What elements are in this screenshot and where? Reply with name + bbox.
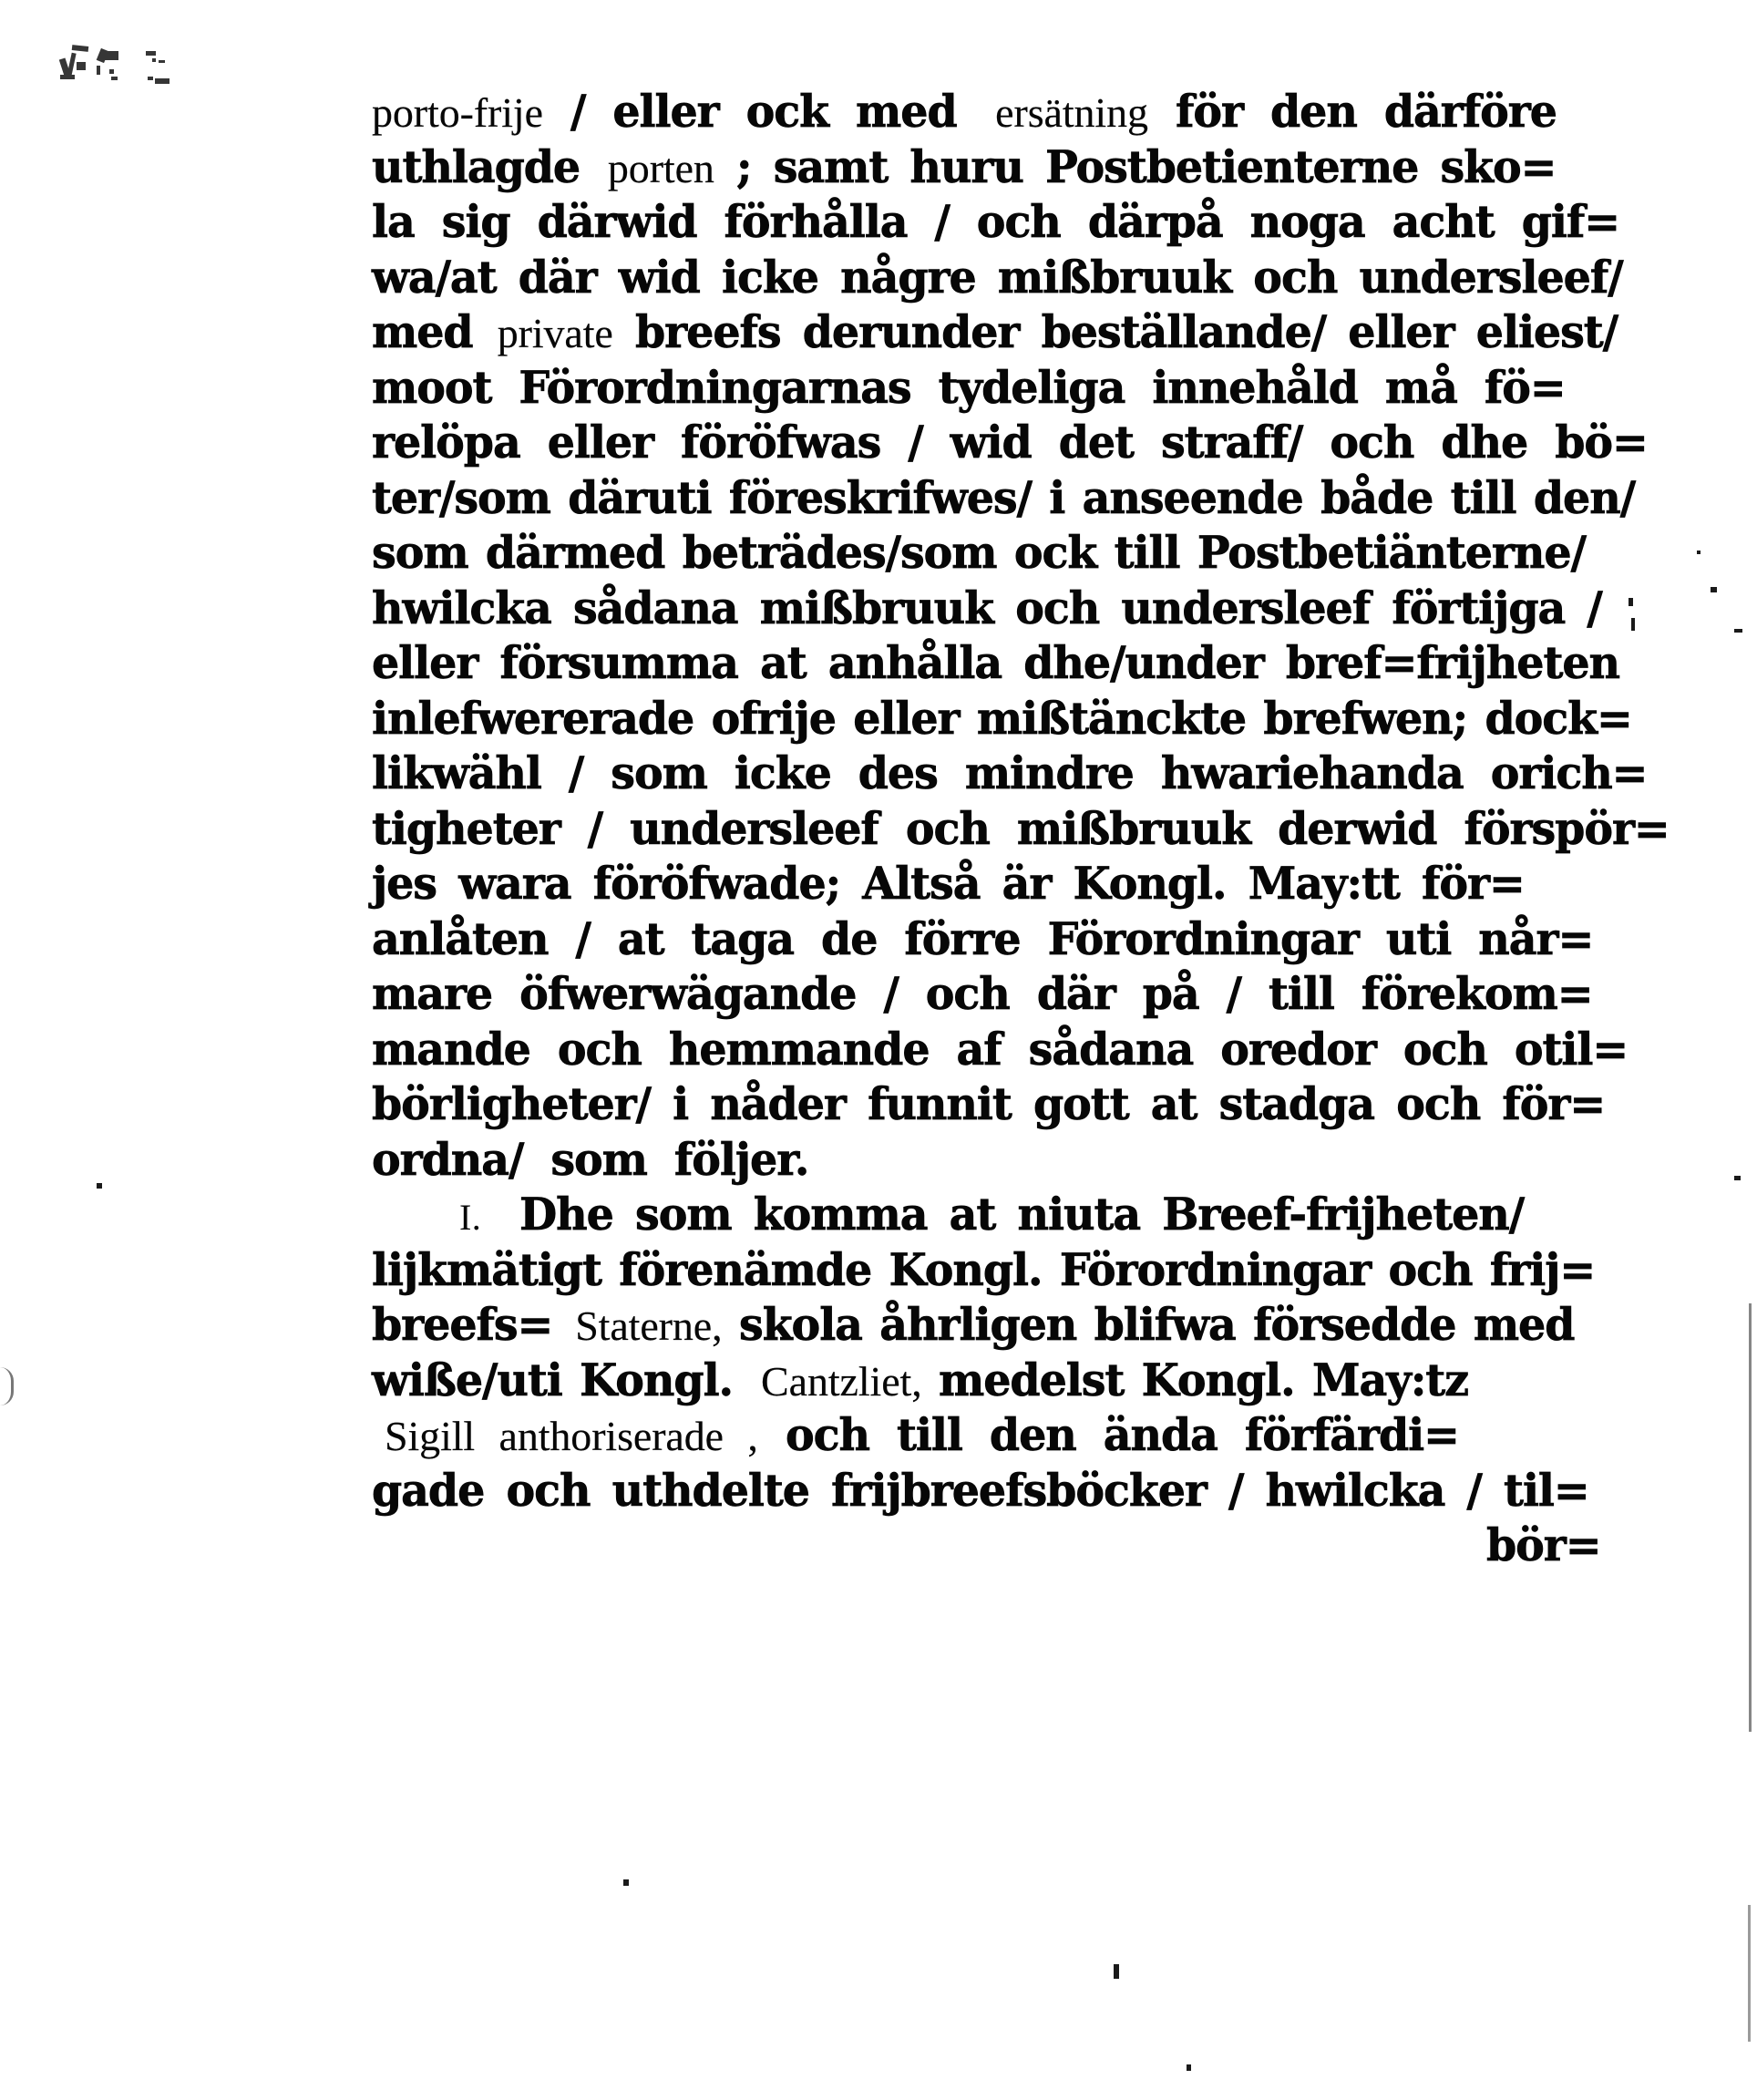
text-line bbox=[372, 1022, 1629, 1077]
page-curl-mark bbox=[0, 1367, 14, 1405]
text-line bbox=[372, 635, 1620, 691]
word-run-fraktur: moot Förordningarnas tydeliga innehåld må fö= bbox=[372, 360, 1566, 414]
word-run-fraktur: ter/som däruti föreskrifwes/ i anseende både till den/ bbox=[372, 470, 1636, 524]
word-run-antiqua: porten bbox=[607, 144, 714, 191]
text-line bbox=[372, 911, 1604, 967]
word-run-antiqua: Sigill anthoriserade , bbox=[385, 1413, 758, 1459]
word-run-fraktur: ordna/ som följer. bbox=[372, 1132, 809, 1186]
word-run-fraktur: wa/at där wid icke någre mißbruuk och undersleef/ bbox=[372, 250, 1623, 304]
word-run-fraktur: breefs= bbox=[372, 1298, 553, 1351]
word-run-fraktur: mare öfwerwägande / och där på / till förekom= bbox=[372, 967, 1593, 1020]
scan-edge-mark bbox=[1749, 1303, 1752, 1732]
word-run-fraktur: medelst Kongl. May:tz bbox=[939, 1353, 1469, 1406]
text-block bbox=[372, 84, 1670, 1573]
text-line bbox=[372, 250, 1623, 305]
scan-speck bbox=[97, 1183, 102, 1189]
word-run-fraktur: börligheter/ i nåder funnit gott at stadga och för= bbox=[372, 1077, 1606, 1130]
paragraph-clause-1 bbox=[372, 1187, 1604, 1573]
text-line bbox=[372, 1407, 1604, 1463]
word-run-antiqua: Cantzliet, bbox=[761, 1357, 922, 1405]
text-line bbox=[372, 415, 1648, 470]
word-run-fraktur: Dhe som komma at niuta Breef-frijheten/ bbox=[519, 1188, 1524, 1240]
scan-speck bbox=[1187, 2064, 1191, 2071]
text-line bbox=[372, 1187, 1604, 1242]
word-run-fraktur: skola åhrligen blifwa försedde med bbox=[739, 1298, 1575, 1351]
text-line bbox=[372, 84, 1604, 139]
word-run-fraktur: / eller ock med bbox=[570, 85, 957, 138]
word-run-antiqua: porto-frije bbox=[372, 89, 543, 136]
scan-speck bbox=[1697, 551, 1700, 554]
text-line bbox=[372, 691, 1632, 746]
word-run-fraktur: relöpa eller föröfwas / wid det straff/ och dhe bö= bbox=[372, 416, 1648, 468]
word-run-fraktur: anlåten / at taga de förre Förordningar uti når= bbox=[372, 911, 1594, 965]
word-run-fraktur: som därmed beträdes/som ock till Postbetiänterne/ bbox=[372, 526, 1586, 579]
word-run-fraktur: uthlagde bbox=[372, 139, 581, 193]
text-line-catchword bbox=[372, 1518, 1604, 1573]
scan-speck bbox=[1734, 629, 1742, 633]
text-line bbox=[372, 525, 1604, 581]
text-line bbox=[372, 1297, 1604, 1353]
paragraph-continuation bbox=[372, 84, 1670, 1187]
text-line bbox=[372, 360, 1604, 416]
scan-speck bbox=[623, 1879, 629, 1886]
word-run-fraktur: wiße/uti Kongl. bbox=[372, 1353, 734, 1406]
word-run-fraktur: bör= bbox=[1485, 1518, 1601, 1571]
word-run-antiqua: ersätning bbox=[995, 89, 1148, 136]
word-run-fraktur: eller försumma at anhålla dhe/under bref=frijheten bbox=[372, 636, 1620, 689]
scan-speck bbox=[1114, 1964, 1119, 1979]
word-run-fraktur: med bbox=[372, 305, 473, 358]
text-line bbox=[372, 801, 1670, 857]
word-run-fraktur: inlefwererade ofrije eller mißtänckte brefwen; dock= bbox=[372, 691, 1632, 745]
scan-speck bbox=[1631, 618, 1635, 631]
text-line bbox=[372, 1242, 1604, 1298]
word-run-fraktur: för den därföre bbox=[1175, 85, 1557, 138]
text-line bbox=[372, 581, 1604, 636]
word-run-fraktur: gade och uthdelte frijbreefsböcker / hwilcka / til= bbox=[372, 1463, 1589, 1517]
scan-speck bbox=[1629, 598, 1633, 606]
word-run-antiqua: private bbox=[497, 310, 613, 356]
text-line bbox=[372, 1076, 1604, 1132]
clause-number: I. bbox=[459, 1197, 482, 1238]
scan-edge-mark bbox=[1748, 1905, 1751, 2042]
ink-smudge-artifact bbox=[57, 42, 175, 89]
word-run-fraktur: likwähl / som icke des mindre hwariehanda orich= bbox=[372, 746, 1648, 799]
text-line bbox=[372, 139, 1604, 195]
scan-speck bbox=[1734, 1176, 1741, 1180]
word-run-fraktur: ; samt huru Postbetienterne sko= bbox=[735, 139, 1557, 193]
word-run-antiqua: Staterne, bbox=[575, 1302, 723, 1349]
text-line bbox=[372, 856, 1604, 911]
text-line bbox=[372, 1353, 1604, 1408]
text-line bbox=[372, 470, 1636, 526]
word-run-fraktur: hwilcka sådana mißbruuk och undersleef förtijga / bbox=[372, 581, 1602, 634]
word-run-fraktur: tigheter / undersleef och mißbruuk derwid förspör= bbox=[372, 801, 1670, 855]
word-run-fraktur: jes wara föröfwade; Altså är Kongl. May:tt för= bbox=[372, 857, 1525, 910]
text-line bbox=[372, 746, 1648, 801]
word-run-fraktur: och till den ända förfärdi= bbox=[785, 1408, 1459, 1461]
word-run-fraktur: lijkmätigt förenämde Kongl. Förordningar och frij= bbox=[372, 1242, 1596, 1296]
scan-speck bbox=[1711, 587, 1717, 592]
word-run-fraktur: la sig därwid förhålla / och därpå noga acht gif= bbox=[372, 195, 1619, 248]
text-line bbox=[372, 194, 1619, 250]
text-line bbox=[372, 966, 1604, 1022]
word-run-fraktur: breefs derunder beställande/ eller eliest/ bbox=[634, 305, 1618, 358]
text-line bbox=[372, 1132, 1604, 1188]
text-line bbox=[372, 1463, 1604, 1518]
text-line bbox=[372, 304, 1618, 360]
word-run-fraktur: mande och hemmande af sådana oredor och otil= bbox=[372, 1022, 1629, 1076]
